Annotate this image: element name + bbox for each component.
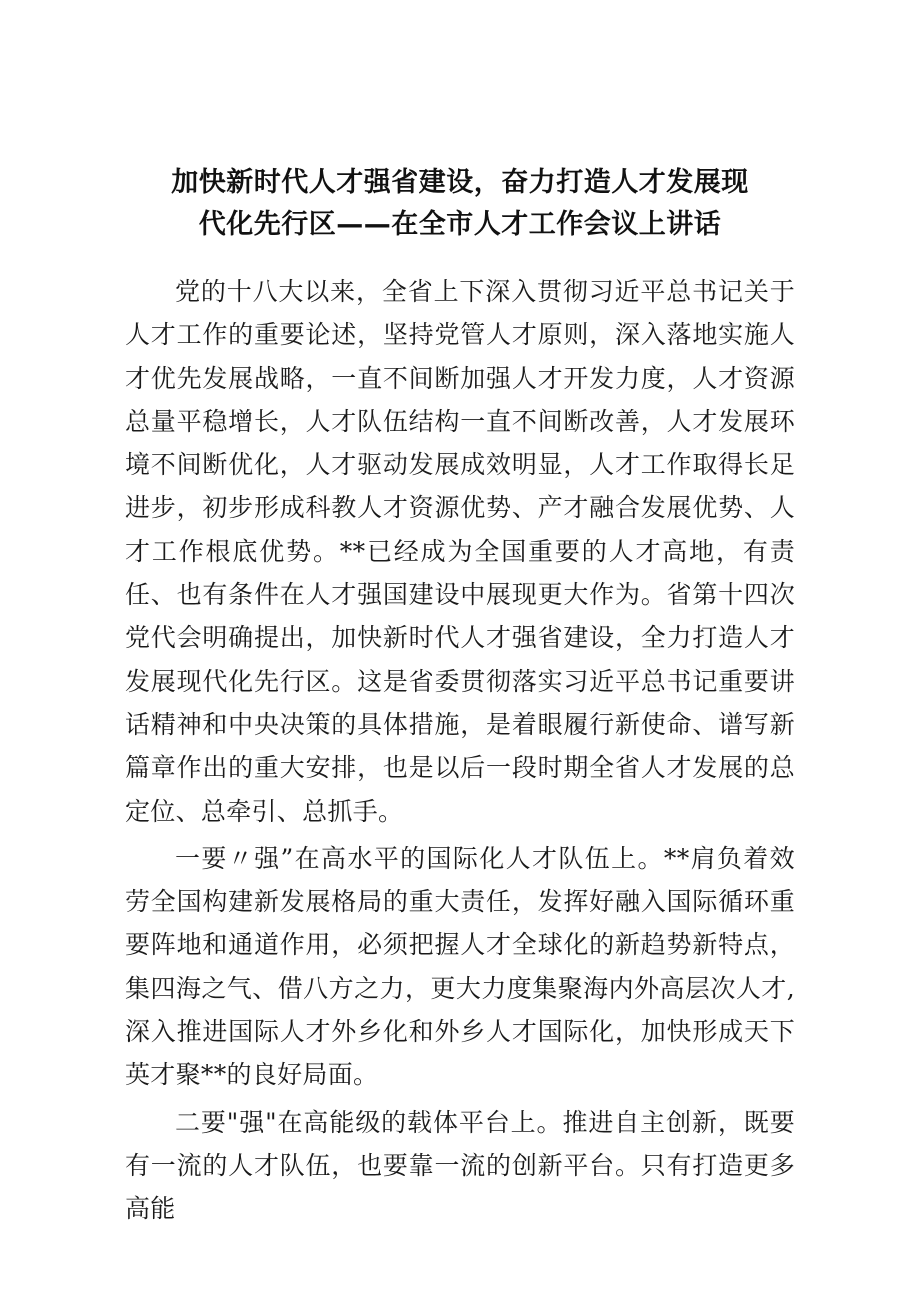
title-line-1: 加快新时代人才强省建设，奋力打造人才发展现 (171, 167, 749, 198)
title-line-2: 代化先行区——在全市人才工作会议上讲话 (198, 209, 722, 240)
paragraph-intro: 党的十八大以来，全省上下深入贯彻习近平总书记关于人才工作的重要论述，坚持党管人才原则，深入落地实施人才优先发展战略，一直不间断加强人才开发力度，人才资源总量平稳增长，人才队伍结构一直不间断改善，人才发展环境不间断优化，人才驱动发展成效明显，人才工作取得长足进步，初步形成科教人才资源优势、产才融合发展优势、人才工作根底优势。**已经成为全国重要的人才高地，有责任、也有条件在人才强国建设中展现更大作为。省第十四次党代会明确提出，加快新时代人才强省建设，全力打造人才发展现代化先行区。这是省委贯彻落实习近平总书记重要讲话精神和中央决策的具体措施，是着眼履行新使命、谱写新篇章作出的重大安排，也是以后一段时期全省人才发展的总定位、总牵引、总抓手。 (125, 277, 795, 826)
document-body (125, 270, 795, 1231)
paragraph-second-point: 二要"强"在高能级的载体平台上。推进自主创新，既要有一流的人才队伍，也要靠一流的创新平台。只有打造更多高能 (125, 1107, 795, 1224)
document-title (120, 162, 800, 246)
paragraph-first-point: 一要〃强”在高水平的国际化人才队伍上。**肩负着效劳全国构建新发展格局的重大责任，发挥好融入国际循环重要阵地和通道作用，必须把握人才全球化的新趋势新特点，集四海之气、借八方之力，更大力度集聚海内外高层次人才,深入推进国际人才外乡化和外乡人才国际化，加快形成天下英才聚**的良好局面。 (125, 843, 795, 1090)
